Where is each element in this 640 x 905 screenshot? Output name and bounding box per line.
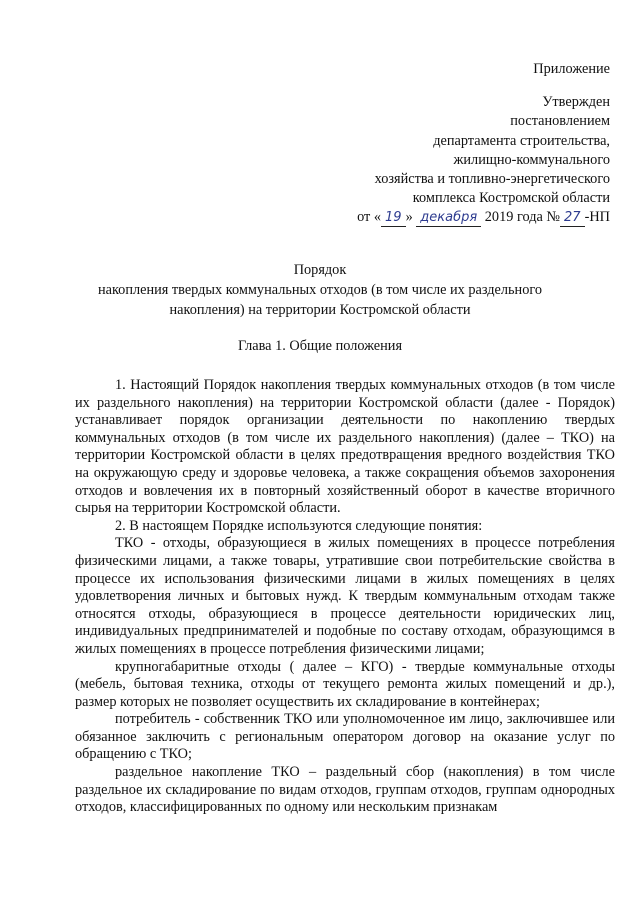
approval-date-line <box>357 208 610 227</box>
approval-line: жилищно-коммунального <box>453 151 610 168</box>
paragraph: крупногабаритные отходы ( далее – КГО) - твердые коммунальные отходы (мебель, бытовая техника, отходы от текущего ремонта жилых помещений и др.), размер которых не позволяет осуществить их складирование в контейнерах; <box>75 658 615 710</box>
appendix-label: Приложение <box>533 61 610 77</box>
approval-block <box>357 60 610 228</box>
title-main: Порядок <box>293 262 347 278</box>
paragraph: раздельное накопление ТКО – раздельный сбор (накопления) в том числе раздельное их складирование по видам отходов, группам отходов, группам однородных отходов, классифицированных по одному или нескольким признакам <box>75 764 615 816</box>
paragraph: 1. Настоящий Порядок накопления твердых коммунальных отходов (в том числе их раздельного накопления) на территории Костромской области (далее - Порядок) устанавливает порядок организации деятельности по накоплению твердых коммунальных отходов (в том числе их раздельного накопления) (далее – ТКО) на территории Костромской области в целях предотвращения вредного воздействия ТКО на окружающую среду и здоровье человека, а также сокращения объемов захоронения отходов и вовлечения их в повторный хозяйственный оборот в качестве вторичного сырья на территории Костромской области. <box>75 377 615 517</box>
document-body <box>75 377 615 817</box>
handwritten-month: декабря <box>416 210 481 227</box>
handwritten-day: 19 <box>381 210 406 227</box>
title-subtitle: накопления твердых коммунальных отходов (в том числе их раздельного накопления) на территории Костромской области <box>97 282 543 318</box>
date-separator: » <box>405 209 413 226</box>
approval-line: комплекса Костромской области <box>412 190 610 207</box>
approval-line: постановлением <box>510 113 610 130</box>
approval-line: хозяйства и топливно-энергетического <box>374 171 610 188</box>
date-year: 2019 года № <box>484 209 561 226</box>
number-suffix: -НП <box>584 209 610 226</box>
approval-line: департамента строительства, <box>433 132 610 149</box>
spacer <box>357 79 610 93</box>
paragraph: потребитель - собственник ТКО или уполномоченное им лицо, заключившее или обязанное заключить с региональным оператором договор на оказание услуг по обращению с ТКО; <box>75 711 615 763</box>
date-prefix: от « <box>357 209 382 226</box>
document-title <box>40 260 600 320</box>
approval-line: Утвержден <box>542 94 610 111</box>
handwritten-number: 27 <box>560 210 585 227</box>
paragraph: ТКО - отходы, образующиеся в жилых помещениях в процессе потребления физическими лицами, а также товары, утратившие свои потребительские свойства в процессе их использования физическими лицами в жилых помещениях в целях удовлетворения личных и бытовых нужд. К твердым коммунальным отходам также относятся отходы, образующиеся в процессе деятельности юридических лиц, индивидуальных предпринимателей и подобные по составу отходам, образующимся в жилых помещениях в процессе потребления физическими лицами; <box>75 535 615 657</box>
chapter-heading: Глава 1. Общие положения <box>237 338 403 354</box>
paragraph: 2. В настоящем Порядке используются следующие понятия: <box>115 517 483 534</box>
